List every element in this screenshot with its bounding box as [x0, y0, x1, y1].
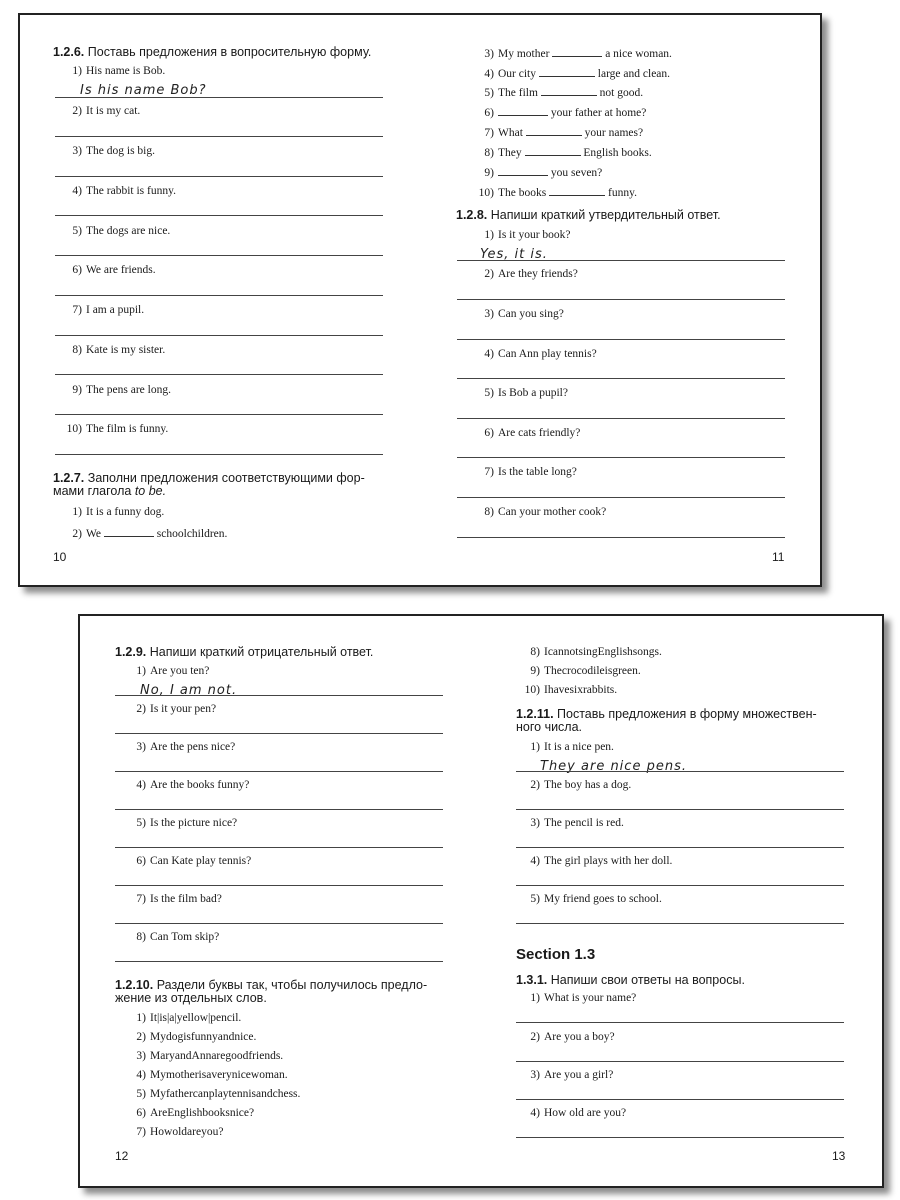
question-item: 1) His name is Bob.: [72, 65, 166, 77]
question-item: 7) Is the film bad?: [136, 893, 222, 905]
answer-line[interactable]: [457, 299, 785, 300]
exercise-1-2-11-header: 1.2.11. Поставь предложения в форму множествен- ного числа.: [516, 707, 817, 734]
question-item: 8) Kate is my sister.: [72, 344, 166, 356]
answer-line[interactable]: [55, 454, 383, 455]
fill-item: 9) you seven?: [484, 167, 603, 179]
question-item: 7) I am a pupil.: [72, 304, 145, 316]
question-item: 3) Can you sing?: [484, 308, 564, 320]
answer-line[interactable]: [115, 885, 443, 886]
exercise-instruction: Поставь предложения в вопросительную форму.: [87, 45, 372, 59]
answer-line[interactable]: [55, 255, 383, 256]
letters-item: 5) Myfathercanplaytennisandchess.: [136, 1088, 301, 1100]
book-spread-pages-12-13: [78, 614, 884, 1188]
exercise-instruction: Заполни предложения соответствующими фор-: [87, 471, 365, 485]
question-item: 5) Is the picture nice?: [136, 817, 238, 829]
question-item: 4) The girl plays with her doll.: [530, 855, 673, 867]
letters-item: 9) Thecrocodileisgreen.: [530, 665, 641, 677]
blank-field[interactable]: [104, 526, 154, 537]
question-item: 4) Are the books funny?: [136, 779, 250, 791]
question-item: 10) The film is funny.: [66, 423, 169, 435]
answer-line[interactable]: [516, 809, 844, 810]
answer-line[interactable]: [55, 335, 383, 336]
exercise-1-2-9-header: [115, 646, 455, 659]
answer-line[interactable]: [516, 847, 844, 848]
answer-line[interactable]: [457, 418, 785, 419]
question-item: 4) Can Ann play tennis?: [484, 348, 597, 360]
exercise-instruction: Напиши свои ответы на вопросы.: [550, 973, 745, 987]
exercise-number: 1.2.7.: [53, 471, 85, 485]
answer-line[interactable]: [55, 97, 383, 98]
answer-line[interactable]: [115, 961, 443, 962]
answer-line[interactable]: [115, 923, 443, 924]
exercise-instruction: Поставь предложения в форму множествен-: [557, 707, 817, 721]
question-item: 5) The dogs are nice.: [72, 225, 171, 237]
answer-line[interactable]: [457, 457, 785, 458]
exercise-number: 1.2.9.: [115, 645, 147, 659]
answer-line[interactable]: [516, 885, 844, 886]
blank-field[interactable]: [549, 185, 605, 196]
blank-field[interactable]: [539, 66, 595, 77]
exercise-instruction: Напиши краткий утвердительный ответ.: [490, 208, 721, 222]
question-item: 9) The pens are long.: [72, 384, 171, 396]
exercise-number: 1.2.8.: [456, 208, 488, 222]
exercise-instruction: Напиши краткий отрицательный ответ.: [149, 645, 374, 659]
letters-item: 8) IcannotsingEnglishsongs.: [530, 646, 662, 658]
section-title: Section 1.3: [516, 946, 596, 963]
question-item: 1) What is your name?: [530, 992, 637, 1004]
question-item: 2) Are they friends?: [484, 268, 578, 280]
blank-field[interactable]: [526, 125, 582, 136]
exercise-1-2-6-header: [53, 46, 393, 59]
letters-item: 7) Howoldareyou?: [136, 1126, 224, 1138]
answer-line[interactable]: [55, 136, 383, 137]
answer-line[interactable]: [115, 733, 443, 734]
blank-field[interactable]: [525, 145, 581, 156]
question-item: 3) The dog is big.: [72, 145, 155, 157]
question-item: 6) Are cats friendly?: [484, 427, 581, 439]
exercise-number: 1.2.10.: [115, 978, 154, 992]
letters-item: 1) It|is|a|yellow|pencil.: [136, 1012, 242, 1024]
answer-line[interactable]: [457, 260, 785, 261]
letters-item: 3) MaryandAnnaregoodfriends.: [136, 1050, 284, 1062]
question-item: 3) The pencil is red.: [530, 817, 624, 829]
question-item: 6) We are friends.: [72, 264, 156, 276]
fill-item: 7) What your names?: [484, 127, 644, 139]
page-number: 10: [53, 550, 67, 564]
answer-line[interactable]: [55, 414, 383, 415]
question-item: 2) Is it your pen?: [136, 703, 217, 715]
handwritten-answer: Is his name Bob?: [80, 83, 207, 98]
exercise-1-2-10-header: 1.2.10. Раздели буквы так, чтобы получилось предло- жение из отдельных слов.: [115, 978, 428, 1005]
fill-item: 3) My mother a nice woman.: [484, 48, 672, 60]
letters-item: 2) Mydogisfunnyandnice.: [136, 1031, 257, 1043]
question-item: 1) Is it your book?: [484, 229, 571, 241]
question-item: 1) It is a nice pen.: [530, 741, 614, 753]
exercise-1-2-7-header: 1.2.7. Заполни предложения соответствующими фор- мами глагола to be.: [53, 471, 365, 498]
exercise-instruction: Раздели буквы так, чтобы получилось предло-: [156, 978, 428, 992]
question-item: 2) The boy has a dog.: [530, 779, 632, 791]
answer-line[interactable]: [516, 771, 844, 772]
question-item: 2) It is my cat.: [72, 105, 141, 117]
question-item: 8) Can your mother cook?: [484, 506, 607, 518]
question-item: 5) Is Bob a pupil?: [484, 387, 568, 399]
question-item: 6) Can Kate play tennis?: [136, 855, 252, 867]
fill-item: 1) It is a funny dog.: [72, 506, 165, 518]
handwritten-answer: Yes, it is.: [480, 247, 548, 262]
answer-line[interactable]: [516, 1137, 844, 1138]
answer-line[interactable]: [516, 923, 844, 924]
answer-line[interactable]: [115, 695, 443, 696]
answer-line[interactable]: [516, 1022, 844, 1023]
book-spread-pages-10-11: [18, 13, 822, 587]
answer-line[interactable]: [457, 537, 785, 538]
page-number: 11: [772, 550, 785, 564]
handwritten-answer: No, I am not.: [140, 683, 238, 698]
answer-line[interactable]: [55, 374, 383, 375]
handwritten-answer: They are nice pens.: [540, 759, 687, 774]
fill-item: 5) The film not good.: [484, 87, 644, 99]
exercise-number: 1.3.1.: [516, 973, 548, 987]
question-item: 8) Can Tom skip?: [136, 931, 220, 943]
answer-line[interactable]: [55, 176, 383, 177]
fill-item: 4) Our city large and clean.: [484, 68, 671, 80]
question-item: 1) Are you ten?: [136, 665, 210, 677]
exercise-1-2-8-header: [456, 209, 796, 222]
fill-item: 6) your father at home?: [484, 107, 647, 119]
answer-line[interactable]: [457, 378, 785, 379]
blank-field[interactable]: [498, 165, 548, 176]
question-item: 2) Are you a boy?: [530, 1031, 615, 1043]
page-number: 13: [832, 1149, 846, 1163]
question-item: 4) How old are you?: [530, 1107, 627, 1119]
answer-line[interactable]: [115, 809, 443, 810]
blank-field[interactable]: [498, 105, 548, 116]
page-number: 12: [115, 1149, 129, 1163]
exercise-number: 1.2.6.: [53, 45, 85, 59]
fill-item: 10) The books funny.: [478, 187, 637, 199]
answer-line[interactable]: [55, 215, 383, 216]
answer-line[interactable]: [457, 339, 785, 340]
answer-line[interactable]: [55, 295, 383, 296]
letters-item: 4) Mymotherisaverynicewoman.: [136, 1069, 288, 1081]
exercise-1-3-1-header: [516, 974, 856, 987]
letters-item: 10) Ihavesixrabbits.: [524, 684, 618, 696]
answer-line[interactable]: [457, 497, 785, 498]
exercise-number: 1.2.11.: [516, 707, 554, 721]
question-item: 7) Is the table long?: [484, 466, 577, 478]
fill-item: 2) We schoolchildren.: [72, 528, 228, 540]
question-item: 5) My friend goes to school.: [530, 893, 662, 905]
answer-line[interactable]: [115, 771, 443, 772]
letters-item: 6) AreEnglishbooksnice?: [136, 1107, 255, 1119]
blank-field[interactable]: [541, 85, 597, 96]
question-item: 3) Are you a girl?: [530, 1069, 614, 1081]
fill-item: 8) They English books.: [484, 147, 652, 159]
question-item: 3) Are the pens nice?: [136, 741, 236, 753]
blank-field[interactable]: [552, 46, 602, 57]
answer-line[interactable]: [516, 1099, 844, 1100]
question-item: 4) The rabbit is funny.: [72, 185, 176, 197]
answer-line[interactable]: [115, 847, 443, 848]
answer-line[interactable]: [516, 1061, 844, 1062]
